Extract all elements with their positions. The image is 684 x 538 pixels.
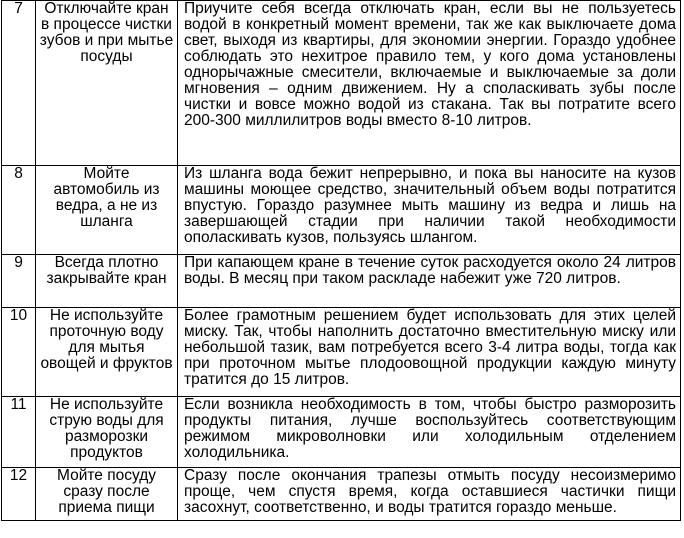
row-number: 12 <box>2 468 36 521</box>
table-row <box>2 468 681 521</box>
tip-description: Если возникла необходимость в том, чтобы быстро разморозить продукты питания, лучше воспользуйтесь соответствующим режимом микроволновки или холодильным отделением холодильника. <box>178 397 681 468</box>
tip-title: Отключайте кран в процессе чистки зубов и при мытье посуды <box>36 1 178 166</box>
tip-title: Мойте автомобиль из ведра, а не из шланга <box>36 166 178 255</box>
tip-description: Приучите себя всегда отключать кран, если вы не пользуетесь водой в конкретный момент времени, так же как выключаете дома свет, выходя из квартиры, для экономии энергии. Гораздо удобнее соблюдать это нехитрое правило тем, у кого дома установлены однорычажные смесители, включаемые и выключаемые за доли мгновения – одним движением. Ну а споласкивать зубы после чистки и вовсе можно водой из стакана. Так вы потратите всего 200-300 миллилитров воды вместо 8-10 литров. <box>178 1 681 166</box>
tip-title: Всегда плотно закрывайте кран <box>36 255 178 308</box>
tip-description: Из шланга вода бежит непрерывно, и пока вы наносите на кузов машины моющее средство, значительный объем воды потратится впустую. Гораздо разумнее мыть машину из ведра и лишь на завершающей стадии при наличии такой необходимости ополаскивать кузов, пользуясь шлангом. <box>178 166 681 255</box>
tip-title: Не используйте струю воды для разморозки продуктов <box>36 397 178 468</box>
tip-description: Более грамотным решением будет использовать для этих целей миску. Так, чтобы наполнить достаточно вместительную миску или небольшой тазик, вам потребуется всего 3-4 литра воды, тогда как при проточном мытье плодоовощной продукции каждую минуту тратится до 15 литров. <box>178 308 681 397</box>
table-row <box>2 397 681 468</box>
row-number: 8 <box>2 166 36 255</box>
water-saving-tips-table <box>1 0 681 521</box>
row-number: 10 <box>2 308 36 397</box>
row-number: 11 <box>2 397 36 468</box>
row-number: 9 <box>2 255 36 308</box>
row-number: 7 <box>2 1 36 166</box>
table-row <box>2 255 681 308</box>
table-row <box>2 308 681 397</box>
table-row <box>2 1 681 166</box>
tip-description: При капающем кране в течение суток расходуется около 24 литров воды. В месяц при таком раскладе набежит уже 720 литров. <box>178 255 681 308</box>
table-row <box>2 166 681 255</box>
tip-title: Мойте посуду сразу после приема пищи <box>36 468 178 521</box>
tip-title: Не используйте проточную воду для мытья овощей и фруктов <box>36 308 178 397</box>
tip-description: Сразу после окончания трапезы отмыть посуду несоизмеримо проще, чем спустя время, когда оставшиеся частички пищи засохнут, соответственно, и воды тратится гораздо меньше. <box>178 468 681 521</box>
